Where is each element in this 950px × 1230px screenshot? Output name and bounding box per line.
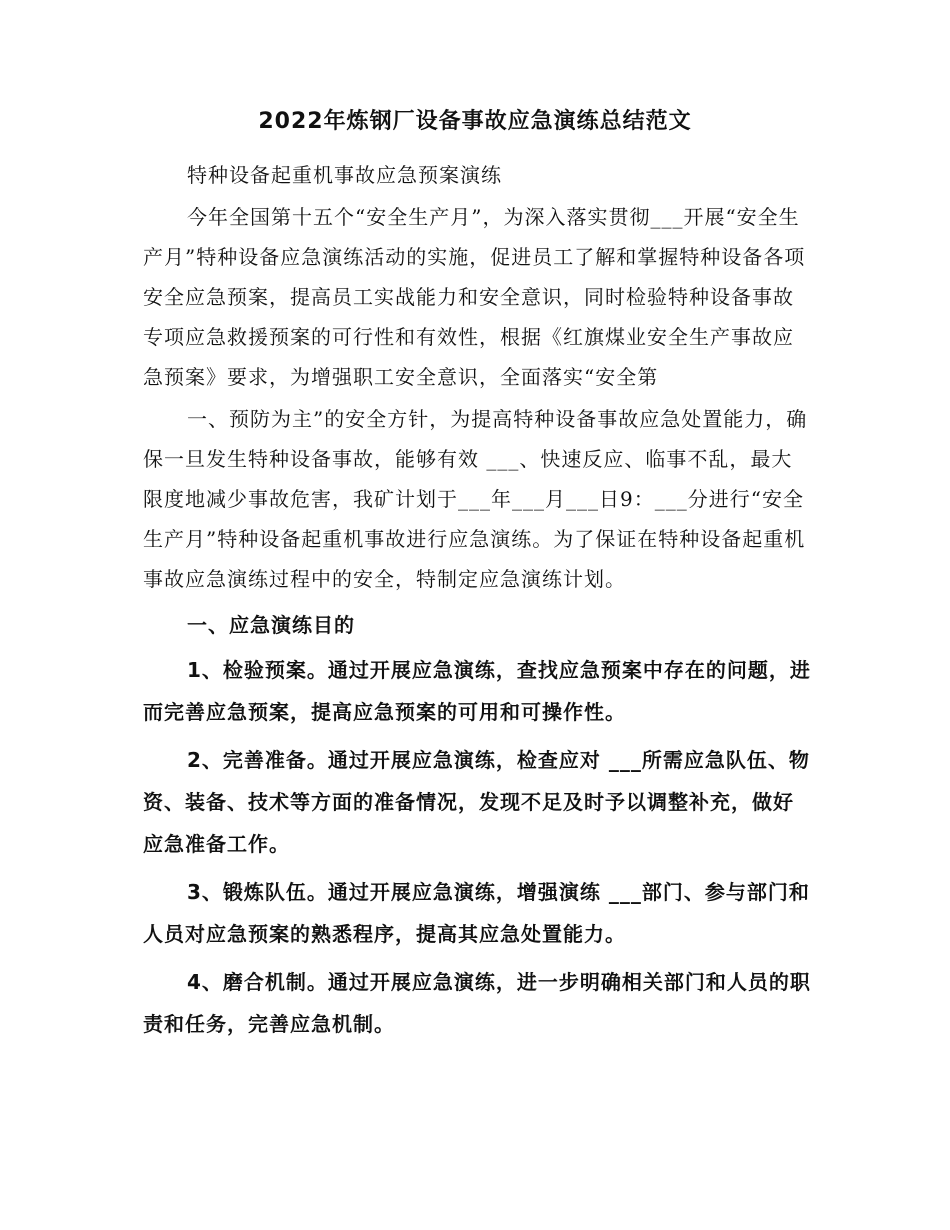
paragraph-plan: 一、预防为主”的安全方针，为提高特种设备事故应急处置能力，确保一旦发生特种设备事故，能够有效 ___、快速反应、临事不乱，最大限度地减少事故危害，我矿计划于___年___月___日9：___分进行“安全生产月”特种设备起重机事故进行应急演练。为了保证在特种设备起重机事故应急演练过程中的安全，特制定应急演练计划。 (143, 407, 808, 591)
section-heading: 一、应急演练目的 (187, 613, 355, 637)
list-item: 4、磨合机制。通过开展应急演练，进一步明确相关部门和人员的职责和任务，完善应急机制。 (143, 970, 811, 1036)
paragraph-subtitle: 特种设备起重机事故应急预案演练 (187, 163, 502, 187)
document-title: 2022年炼钢厂设备事故应急演练总结范文 (258, 109, 692, 134)
list-item: 1、检验预案。通过开展应急演练，查找应急预案中存在的问题，进而完善应急预案，提高应急预案的可用和可操作性。 (143, 658, 811, 724)
paragraph-intro: 今年全国第十五个“安全生产月”，为深入落实贯彻___开展“安全生产月”特种设备应急演练活动的实施，促进员工了解和掌握特种设备各项安全应急预案，提高员工实战能力和安全意识，同时检验特种设备事故专项应急救援预案的可行性和有效性，根据《红旗煤业安全生产事故应急预案》要求，为增强职工安全意识，全面落实“安全第 (143, 205, 806, 389)
list-item: 3、锻炼队伍。通过开展应急演练，增强演练 ___部门、参与部门和人员对应急预案的熟悉程序，提高其应急处置能力。 (143, 880, 810, 946)
list-item: 2、完善准备。通过开展应急演练，检查应对 ___所需应急队伍、物资、装备、技术等方面的准备情况，发现不足及时予以调整补充，做好应急准备工作。 (143, 748, 810, 856)
document-body (143, 155, 813, 1045)
